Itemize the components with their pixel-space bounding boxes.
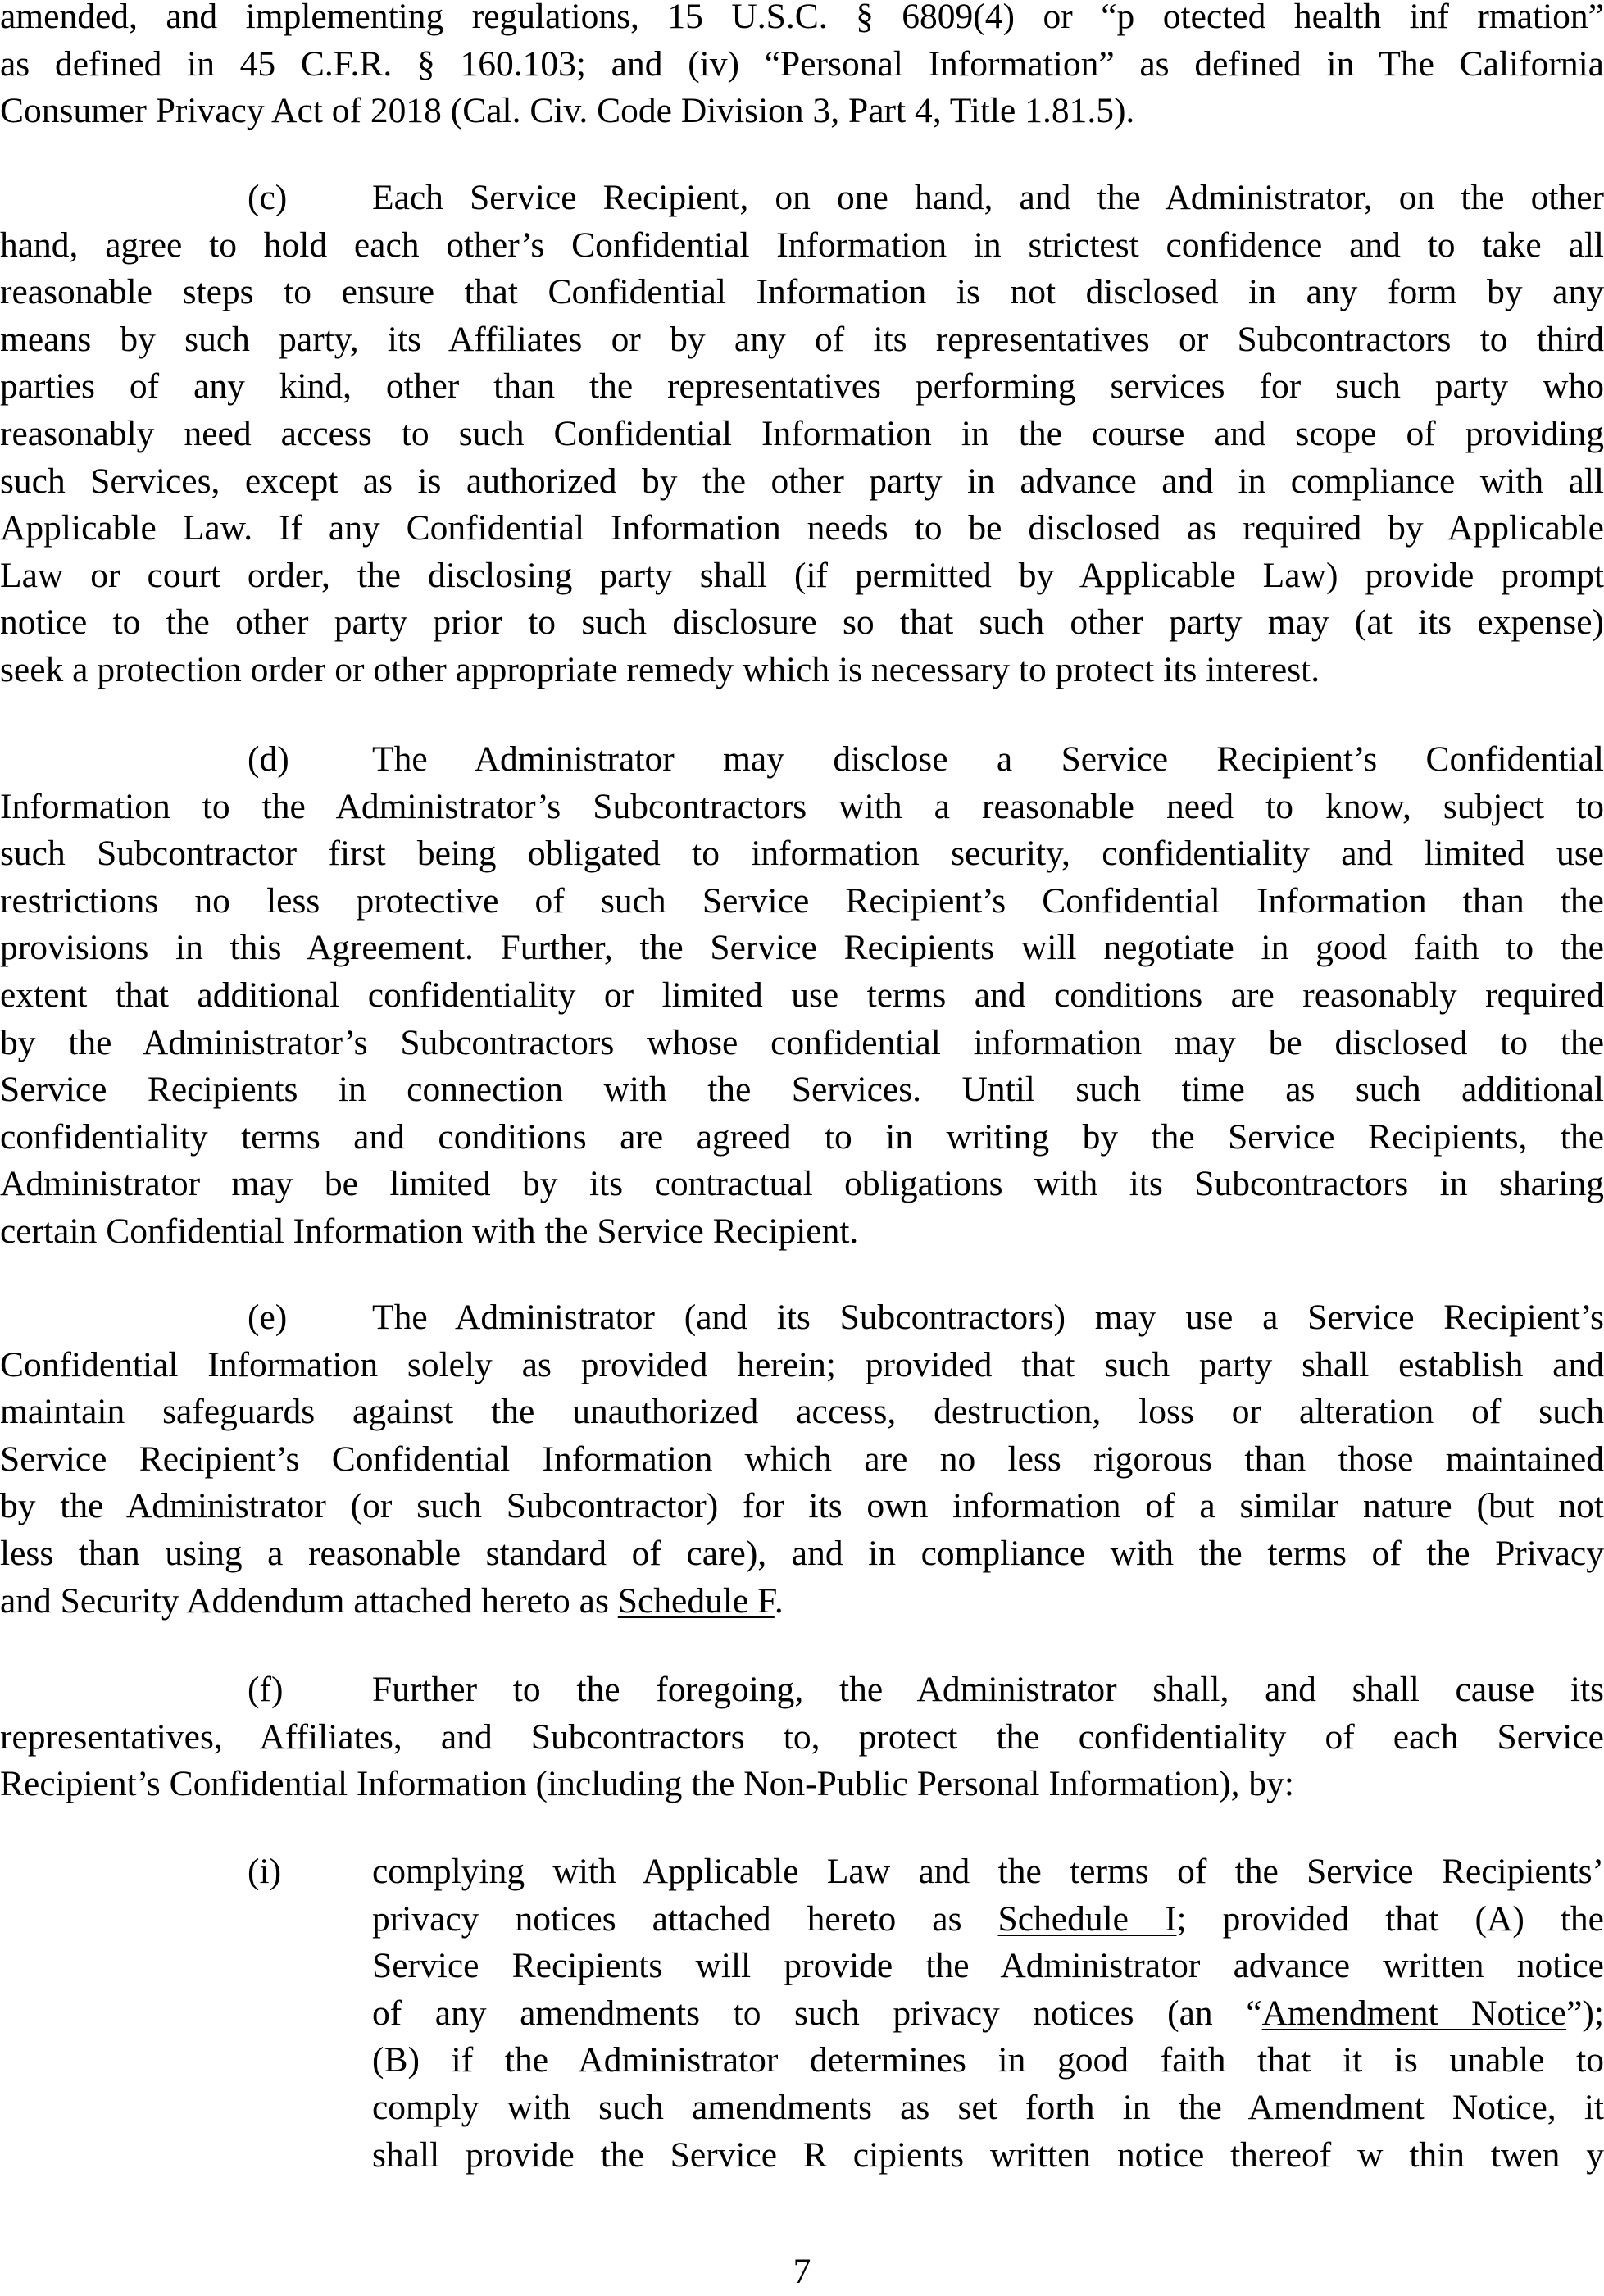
line-text	[372, 1896, 1604, 1944]
clause-i	[0, 1848, 1604, 2179]
underlined-reference: Schedule F	[617, 1580, 775, 1621]
text-line	[0, 316, 1604, 364]
text-line	[0, 1161, 1604, 1208]
text-line	[0, 552, 1604, 600]
text-line	[0, 1848, 1604, 1896]
text-line	[0, 1990, 1604, 2038]
text-line	[0, 269, 1604, 316]
line-text: (B) if the Administrator determines in good faith that it is unable to	[372, 2040, 1604, 2080]
line-text: Applicable Law. If any Confidential Information needs to be disclosed as required by Applicable	[0, 508, 1604, 548]
line-text: such Subcontractor first being obligated to information security, confidentiality and limited use	[0, 834, 1604, 874]
line-text: amended, and implementing regulations, 15 U.S.C. § 6809(4) or “p otected health inf rmation”	[0, 0, 1604, 36]
text-line	[0, 830, 1604, 878]
text-line	[0, 1342, 1604, 1389]
text-line	[0, 505, 1604, 552]
paragraph-d	[0, 736, 1604, 1256]
paragraph-label: (d)	[248, 739, 289, 779]
line-text: confidentiality terms and conditions are agreed to in writing by the Service Recipients, the	[0, 1116, 1604, 1157]
line-text: certain Confidential Information with the Service Recipient.	[0, 1211, 859, 1251]
line-text: Administrator may be limited by its contractual obligations with its Subcontractors in sharing	[0, 1164, 1604, 1204]
text-line	[0, 784, 1604, 831]
text-line	[0, 1114, 1604, 1162]
text-line	[0, 1389, 1604, 1436]
text-line	[0, 0, 1604, 41]
line-text: Service Recipient’s Confidential Information which are no less rigorous than those maintained	[0, 1439, 1604, 1479]
line-text: provisions in this Agreement. Further, the Service Recipients will negotiate in good faith to the	[0, 928, 1604, 968]
text-line	[0, 1294, 1604, 1342]
text-line	[0, 411, 1604, 458]
text-segment: privacy notices attached hereto as	[372, 1898, 998, 1939]
line-text: restrictions no less protective of such Service Recipient’s Confidential Information than the	[0, 880, 1604, 921]
paragraph-label: (c)	[248, 178, 288, 217]
text-line	[0, 1066, 1604, 1114]
text-line	[0, 925, 1604, 972]
text-segment: ”);	[1566, 1993, 1604, 2033]
line-text: by the Administrator’s Subcontractors whose confidential information may be disclosed to the	[0, 1022, 1604, 1062]
text-segment: ; provided that (A) the	[1176, 1898, 1604, 1939]
text-line	[0, 2085, 1604, 2132]
text-line	[0, 878, 1604, 925]
text-segment: and Security Addendum attached hereto as	[0, 1580, 618, 1621]
text-line	[0, 1761, 1604, 1808]
text-line	[0, 2037, 1604, 2085]
text-segment: of any amendments to such privacy notices (an “	[372, 1993, 1262, 2033]
underlined-reference: Schedule I	[997, 1898, 1177, 1939]
line-text: as defined in 45 C.F.R. § 160.103; and (iv) “Personal Information” as defined in The California	[0, 43, 1604, 84]
text-line	[0, 1208, 1604, 1256]
text-segment: .	[774, 1580, 784, 1621]
line-text: reasonably need access to such Confidential Information in the course and scope of providing	[0, 413, 1604, 453]
line-text: means by such party, its Affiliates or by any of its representatives or Subcontractors to third	[0, 319, 1604, 359]
line-text: maintain safeguards against the unauthorized access, destruction, loss or alteration of such	[0, 1392, 1604, 1432]
line-text: Service Recipients will provide the Administrator advance written notice	[372, 1946, 1604, 1986]
line-text: less than using a reasonable standard of care), and in compliance with the terms of the Privacy	[0, 1533, 1604, 1573]
text-line	[0, 2132, 1604, 2180]
line-text: hand, agree to hold each other’s Confidential Information in strictest confidence and to take all	[0, 225, 1604, 265]
line-text: The Administrator (and its Subcontractors) may use a Service Recipient’s	[372, 1298, 1604, 1337]
text-line	[0, 222, 1604, 270]
underlined-reference: Amendment Notice	[1261, 1993, 1567, 2033]
line-text: Consumer Privacy Act of 2018 (Cal. Civ. Code Division 3, Part 4, Title 1.81.5).	[0, 91, 1135, 131]
line-text: by the Administrator (or such Subcontractor) for its own information of a similar nature (but not	[0, 1486, 1604, 1526]
text-line	[0, 363, 1604, 411]
paragraph-label: (e)	[248, 1298, 288, 1337]
text-line	[0, 647, 1604, 694]
page-number: 7	[793, 2252, 811, 2291]
text-line	[0, 1666, 1604, 1714]
line-text: The Administrator may disclose a Service Recipient’s Confidential	[372, 739, 1604, 779]
paragraph-continued	[0, 0, 1604, 135]
line-text	[372, 1990, 1604, 2038]
line-text: Service Recipients in connection with the Services. Until such time as such additional	[0, 1070, 1604, 1110]
text-line	[0, 1530, 1604, 1578]
paragraph-label: (i)	[248, 1852, 282, 1891]
line-text: complying with Applicable Law and the terms of the Service Recipients’	[372, 1852, 1604, 1891]
text-line	[0, 1896, 1604, 1944]
line-text: shall provide the Service R cipients written notice thereof w thin twen y	[372, 2135, 1604, 2175]
paragraph-e	[0, 1294, 1604, 1625]
text-line	[0, 1483, 1604, 1530]
line-text: such Services, except as is authorized by the other party in advance and in compliance with all	[0, 461, 1604, 501]
line-text: Confidential Information solely as provided herein; provided that such party shall establish and	[0, 1344, 1604, 1384]
line-text: reasonable steps to ensure that Confidential Information is not disclosed in any form by any	[0, 272, 1604, 312]
text-line	[0, 972, 1604, 1020]
text-line	[0, 1578, 1604, 1625]
text-line	[0, 458, 1604, 506]
line-text: Each Service Recipient, on one hand, and the Administrator, on the other	[372, 178, 1604, 217]
text-line	[0, 1714, 1604, 1762]
text-line	[0, 175, 1604, 222]
line-text: Law or court order, the disclosing party shall (if permitted by Applicable Law) provide prompt	[0, 555, 1604, 595]
text-line	[0, 1436, 1604, 1484]
line-text: seek a protection order or other appropriate remedy which is necessary to protect its interest.	[0, 649, 1320, 689]
paragraph-f	[0, 1666, 1604, 1808]
line-text: Further to the foregoing, the Administrator shall, and shall cause its	[372, 1670, 1604, 1709]
text-line	[0, 736, 1604, 784]
line-text: comply with such amendments as set forth in the Amendment Notice, it	[372, 2087, 1604, 2127]
text-line	[0, 599, 1604, 647]
line-text	[0, 1578, 1604, 1625]
line-text: extent that additional confidentiality or limited use terms and conditions are reasonably required	[0, 975, 1604, 1015]
line-text: parties of any kind, other than the representatives performing services for such party who	[0, 366, 1604, 407]
text-line	[0, 1020, 1604, 1067]
line-text: Recipient’s Confidential Information (including the Non-Public Personal Information), by:	[0, 1764, 1294, 1804]
paragraph-c	[0, 175, 1604, 694]
line-text: notice to the other party prior to such disclosure so that such other party may (at its expense)	[0, 602, 1604, 643]
line-text: Information to the Administrator’s Subcontractors with a reasonable need to know, subject to	[0, 786, 1604, 826]
paragraph-label: (f)	[248, 1670, 284, 1709]
line-text: representatives, Affiliates, and Subcontractors to, protect the confidentiality of each Service	[0, 1716, 1604, 1757]
text-line	[0, 41, 1604, 89]
text-line	[0, 1943, 1604, 1990]
text-line	[0, 88, 1604, 135]
